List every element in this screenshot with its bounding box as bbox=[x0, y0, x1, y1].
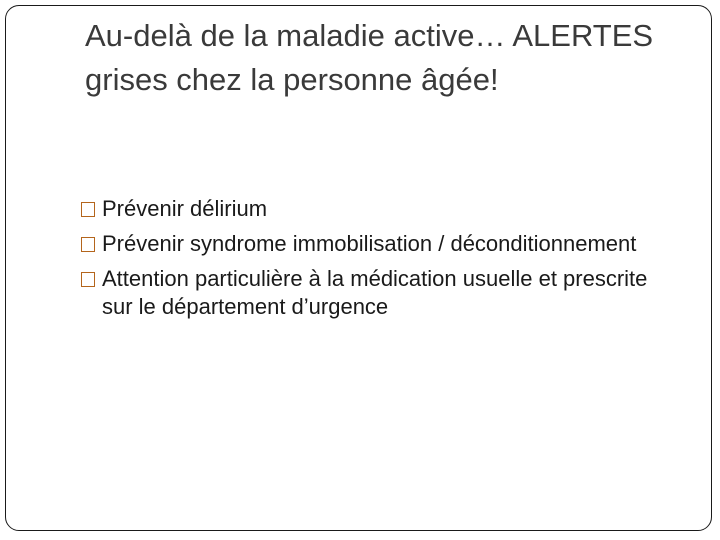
checkbox-icon bbox=[81, 237, 95, 252]
bullet-list bbox=[81, 195, 681, 328]
bullet-text: Attention particulière à la médication usuelle et prescrite sur le département d’urgence bbox=[102, 266, 648, 319]
bullet-item bbox=[81, 265, 681, 321]
bullet-text: Prévenir délirium bbox=[102, 196, 268, 221]
bullet-item bbox=[81, 230, 681, 258]
checkbox-icon bbox=[81, 202, 95, 217]
slide-title: Au-delà de la maladie active… ALERTES grises chez la personne âgée! bbox=[85, 18, 654, 97]
bullet-item bbox=[81, 195, 681, 223]
checkbox-icon bbox=[81, 272, 95, 287]
bullet-text: Prévenir syndrome immobilisation / déconditionnement bbox=[102, 231, 637, 256]
